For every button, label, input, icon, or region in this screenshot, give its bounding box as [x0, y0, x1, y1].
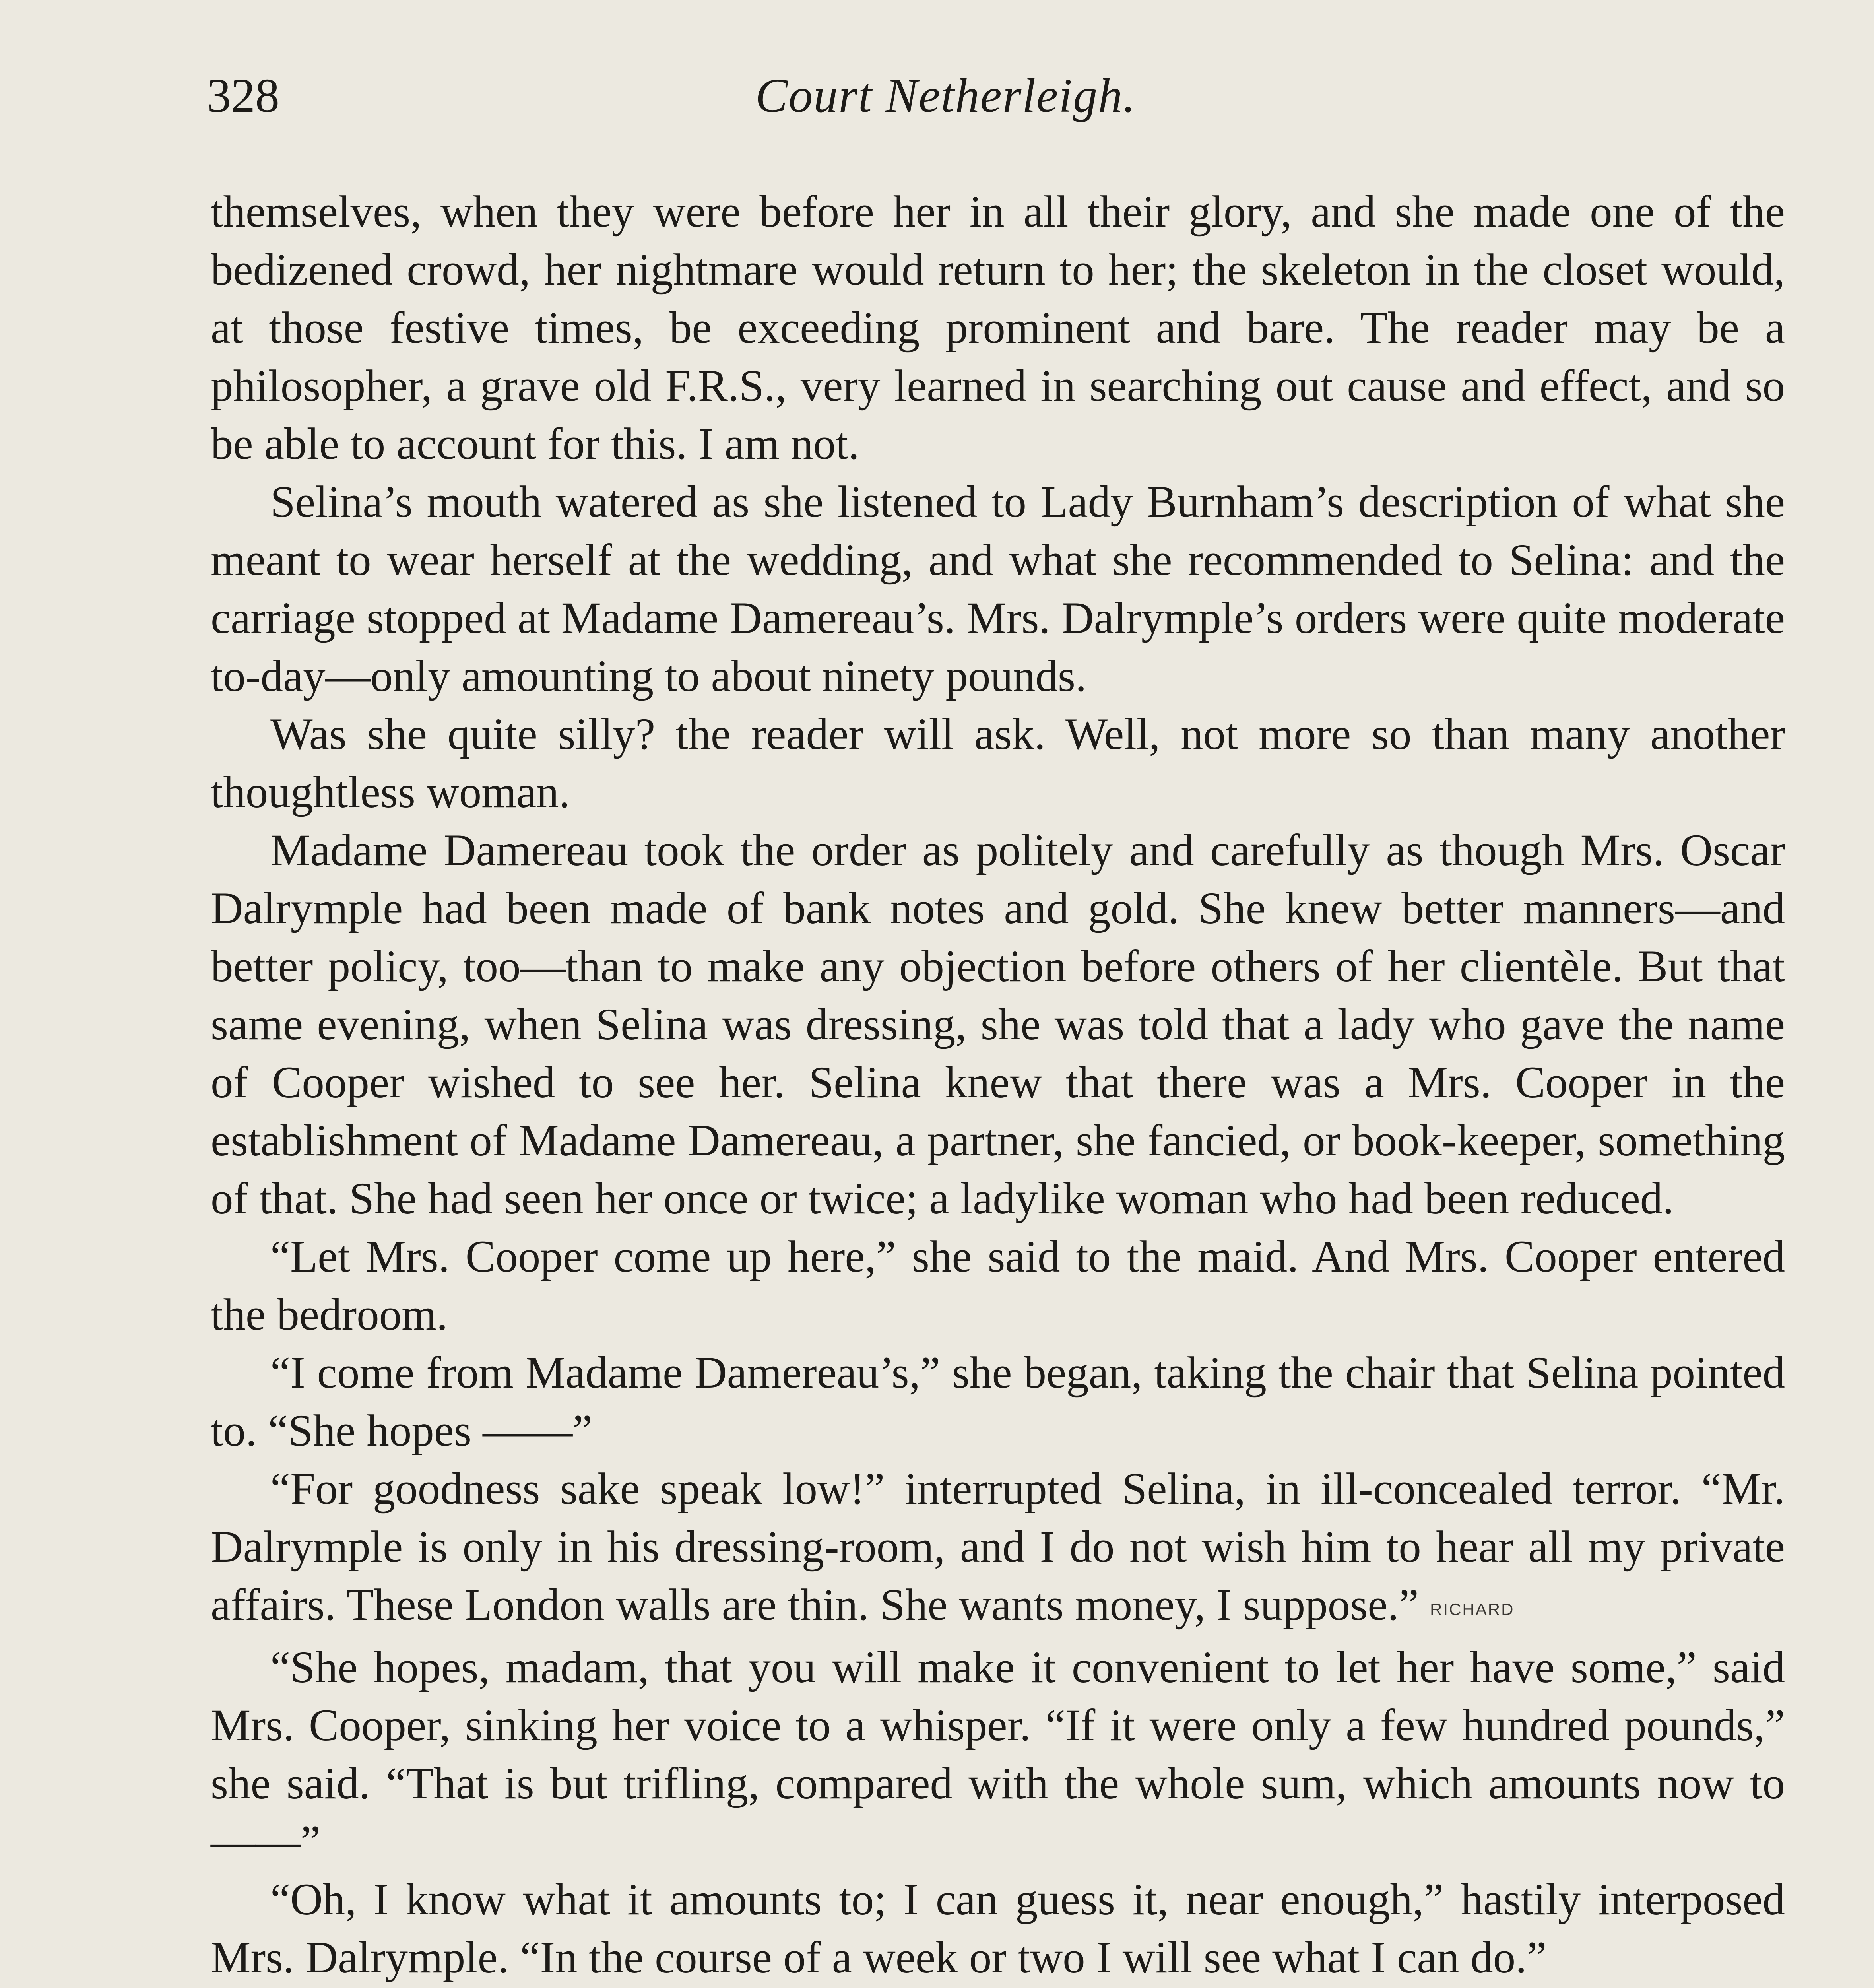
paragraph: “Oh, I know what it amounts to; I can guess it, near enough,” hastily interposed Mrs. Dalrymple. “In the course of a week or two I will see what I can do.” [211, 1875, 1785, 1983]
body-text [211, 183, 1785, 1988]
paragraph: “Let Mrs. Cooper come up here,” she said to the maid. And Mrs. Cooper entered the bedroom. [211, 1232, 1785, 1340]
paragraph: “I come from Madame Damereau’s,” she began, taking the chair that Selina pointed to. “She hopes ——” [211, 1348, 1785, 1456]
paragraph-text: “For goodness sake speak low!” interrupted Selina, in ill-concealed terror. “Mr. Dalrymple is only in his dressing-room, and I do not wish him to hear all my private affairs. These London walls are thin. She wants money, I suppose.” [211, 1464, 1785, 1630]
running-title: Court Netherleigh. [755, 69, 1136, 122]
paragraph: “She hopes, madam, that you will make it convenient to let her have some,” said Mrs. Cooper, sinking her voice to a whisper. “If it were only a few hundred pounds,” she said. “That is but trifling, compared with the whole sum, which amounts now to ——” [211, 1642, 1785, 1867]
library-stamp: RICHARD [1430, 1600, 1515, 1619]
page-number: 328 [207, 69, 279, 122]
paragraph: Madame Damereau took the order as politely and carefully as though Mrs. Oscar Dalrymple had been made of bank notes and gold. She knew better manners—and better policy, too—than to make any objection before others of her clientèle. But that same evening, when Selina was dressing, she was told that a lady who gave the name of Cooper wished to see her. Selina knew that there was a Mrs. Cooper in the establishment of Madame Damereau, a partner, she fancied, or book-keeper, something of that. She had seen her once or twice; a ladylike woman who had been reduced. [211, 825, 1785, 1223]
paragraph-with-stamp [211, 1460, 1785, 1639]
paragraph: Was she quite silly? the reader will ask. Well, not more so than many another thoughtless woman. [211, 709, 1785, 817]
paragraph: Selina’s mouth watered as she listened to Lady Burnham’s description of what she meant to wear herself at the wedding, and what she recommended to Selina: and the carriage stopped at Madame Damereau’s. Mrs. Dalrymple’s orders were quite moderate to-day—only amounting to about ninety pounds. [211, 477, 1785, 701]
paragraph: themselves, when they were before her in all their glory, and she made one of the bedizened crowd, her nightmare would return to her; the skeleton in the closet would, at those festive times, be exceeding prominent and bare. The reader may be a philosopher, a grave old F.R.S., very learned in searching out cause and effect, and so be able to account for this. I am not. [211, 187, 1785, 469]
